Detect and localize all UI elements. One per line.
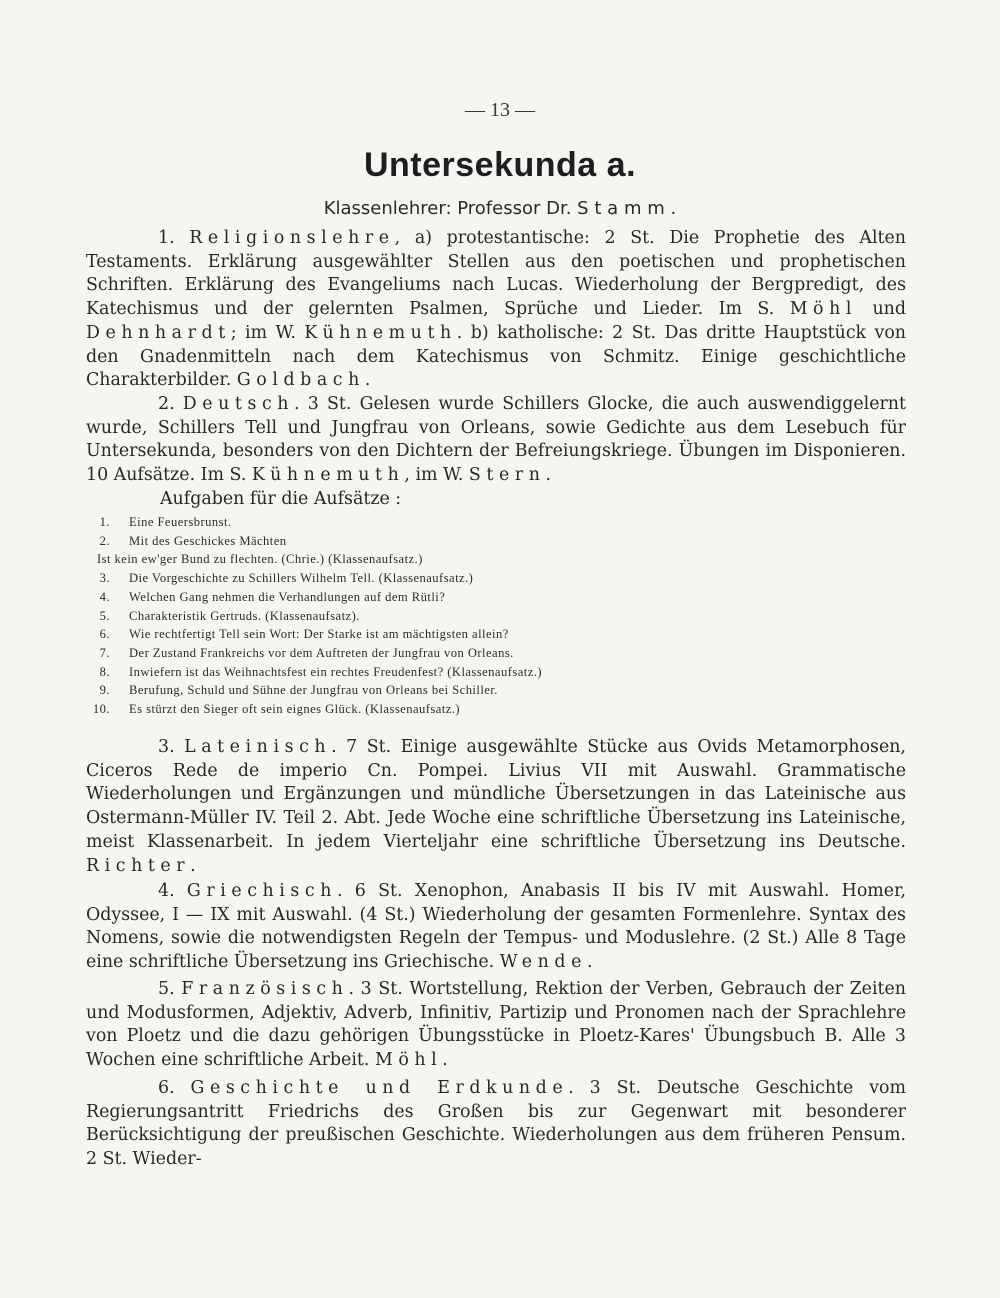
essay-text: Berufung, Schuld und Sühne der Jungfrau von Orleans bei Schiller. [129, 683, 498, 698]
essay-item [86, 607, 706, 626]
section-text: . [442, 1050, 448, 1071]
essay-number: 1. [99, 515, 110, 529]
essay-item [86, 569, 706, 588]
teacher-name: Kühnemuth [304, 322, 457, 343]
essay-number: 10. [92, 702, 110, 717]
essay-text: Mit des Geschickes Mächten [129, 533, 287, 548]
teacher-name: Richter [86, 855, 191, 876]
essay-number: 5. [99, 608, 110, 623]
subject-title: Griechisch [186, 881, 337, 901]
essay-text: Charakteristik Gertruds. (Klassenaufsatz). [129, 608, 360, 623]
section-text: . [545, 465, 552, 486]
essay-number: 4. [99, 589, 110, 604]
subject-title: Lateinisch [184, 737, 332, 757]
section-text: und [857, 299, 906, 320]
section-text: . 7 St. Einige ausgewählte Stücke aus Ovids Metamorphosen, Ciceros Rede de imperio Cn. Pompei. Livius VII mit Auswahl. Grammatische Wiederholungen und Ergänzungen und mündliche Übersetzungen in das Lateinische aus Ostermann-Müller IV. Teil 2. Abt. Jede Woche eine schriftliche Übersetzung ins Lateinische, meist Klassenarbeit. In jedem Vierteljahr eine schriftliche Übersetzung ins Deutsche. [86, 737, 906, 852]
essay-number: 2. [99, 533, 110, 548]
section-text: , im W. [404, 465, 469, 486]
essay-list [86, 513, 706, 719]
essay-item-continuation [86, 550, 706, 569]
essay-text: Wie rechtfertigt Tell sein Wort: Der Starke ist am mächtigsten allein? [129, 627, 509, 642]
section-latein [86, 736, 906, 878]
section-number: 5. [158, 979, 175, 999]
class-teacher-line [0, 198, 1000, 219]
section-text: . 6 St. Xenophon, Anabasis II bis IV mit Auswahl. Homer, Odyssee, I — IX mit Auswahl. (4 St.) Wiederholung der gesamten Formenlehre. Syntax des Nomens, sowie die notwendigsten Regeln der Tempus- und Moduslehre. (2 St.) Alle 8 Tage eine schriftliche Übersetzung ins Griechische. [86, 881, 907, 973]
essay-text: Es stürzt den Sieger oft sein eignes Glück. (Klassenaufsatz.) [129, 702, 461, 717]
section-geschichte [86, 1077, 906, 1172]
essay-text: Inwiefern ist das Weihnachtsfest ein rechtes Freudenfest? (Klassenaufsatz.) [129, 664, 542, 679]
section-text: ; im W. [230, 322, 305, 343]
subject-title: Französisch [181, 979, 349, 999]
essay-item [86, 513, 706, 532]
subject-title: Religionslehre [189, 228, 395, 248]
essay-item [86, 644, 706, 663]
section-number: 3. [158, 737, 175, 757]
section-griechisch [86, 880, 906, 975]
section-number: 4. [158, 881, 175, 901]
subject-title: Deutsch [182, 394, 295, 414]
essay-item [86, 700, 706, 719]
essay-item [86, 681, 706, 700]
essay-item [86, 588, 706, 607]
subject-title: Geschichte und Erdkunde [190, 1078, 569, 1098]
essays-heading: Aufgaben für die Aufsätze : [160, 489, 402, 509]
teacher-name: Möhl [789, 299, 857, 320]
section-text: . 3 St. Gelesen wurde Schillers Glocke, die auch auswendiggelernt wurde, Schillers Tell und Jungfrau von Orleans, sowie Gedichte aus dem Lesebuch für Untersekunda, besonders von den Dichtern der Befreiungskriege. Übungen im Disponieren. 10 Aufsätze. Im S. [86, 394, 906, 486]
essay-item [86, 625, 706, 644]
page-number: — 13 — [465, 99, 535, 121]
teacher-name: Dehnhardt [86, 322, 231, 343]
section-text: . 3 St. Wortstellung, Rektion der Verben, Gebrauch der Zeiten und Modusformen, Adjektiv, Adverb, Infinitiv, Partizip und Pronomen nach der Sprachlehre von Ploetz und die dazu gehörigen Übungsstücke in Ploetz-Kares' Übungsbuch B. Alle 3 Wochen eine schriftliche Arbeit. [86, 979, 907, 1071]
teacher-name: Stern [468, 465, 546, 486]
essay-item [86, 532, 706, 551]
section-text: . [190, 855, 196, 876]
teacher-label: Klassenlehrer: Professor Dr. [323, 198, 572, 219]
essay-text: Welchen Gang nehmen die Verhandlungen auf dem Rütli? [129, 589, 446, 604]
section-religion [86, 227, 906, 393]
essay-number: 3. [99, 571, 110, 586]
section-number: 2. [158, 394, 175, 414]
section-number: 1. [158, 228, 175, 248]
section-text: . 3 St. Deutsche Geschichte vom Regierungsantritt Friedrichs des Großen bis zur Gegenwart mit besonderer Berücksichtigung der preußischen Geschichte. Wiederholungen aus dem früheren Pensum. 2 St. Wieder- [86, 1078, 906, 1170]
teacher-name: Kühnemuth [251, 465, 405, 486]
section-text: , a) protestantische: 2 St. Die Prophetie des Alten Testaments. Erklärung ausgewählter Stellen aus den poetischen und prophetischen Schriften. Erklärung des Evangeliums nach Lucas. Wiederholung der Bergpredigt, des Katechismus und der gelernten Psalmen, Sprüche und Lieder. Im S. [86, 228, 906, 320]
teacher-name: Goldbach [236, 370, 365, 391]
essay-text: Eine Feuersbrunst. [129, 515, 232, 529]
essay-number: 6. [99, 627, 110, 642]
teacher-name: Möhl [374, 1050, 443, 1071]
section-deutsch [86, 393, 906, 488]
essay-number: 8. [99, 664, 110, 679]
page-title: Untersekunda a. [363, 146, 637, 184]
teacher-name: Stamm [577, 198, 671, 219]
essay-text: Der Zustand Frankreichs vor dem Auftreten der Jungfrau von Orleans. [129, 645, 514, 660]
section-franzoesisch [86, 978, 906, 1073]
essay-text: Ist kein ew'ger Bund zu flechten. (Chrie.) (Klassenaufsatz.) [97, 552, 423, 567]
section-text: . [364, 370, 371, 391]
essay-number: 9. [99, 683, 110, 698]
section-text: . b) katholische: 2 St. Das dritte Hauptstück von den Gnadenmitteln nach dem Katechismus von Schmitz. Einige geschichtliche Charakterbilder. [86, 322, 907, 391]
essay-number: 7. [99, 645, 110, 660]
essay-item [86, 663, 706, 682]
essay-text: Die Vorgeschichte zu Schillers Wilhelm Tell. (Klassenaufsatz.) [129, 571, 474, 586]
teacher-name: Wende [499, 952, 587, 973]
teacher-suffix: . [670, 198, 677, 219]
section-text: . [586, 952, 593, 973]
section-number: 6. [158, 1078, 175, 1098]
